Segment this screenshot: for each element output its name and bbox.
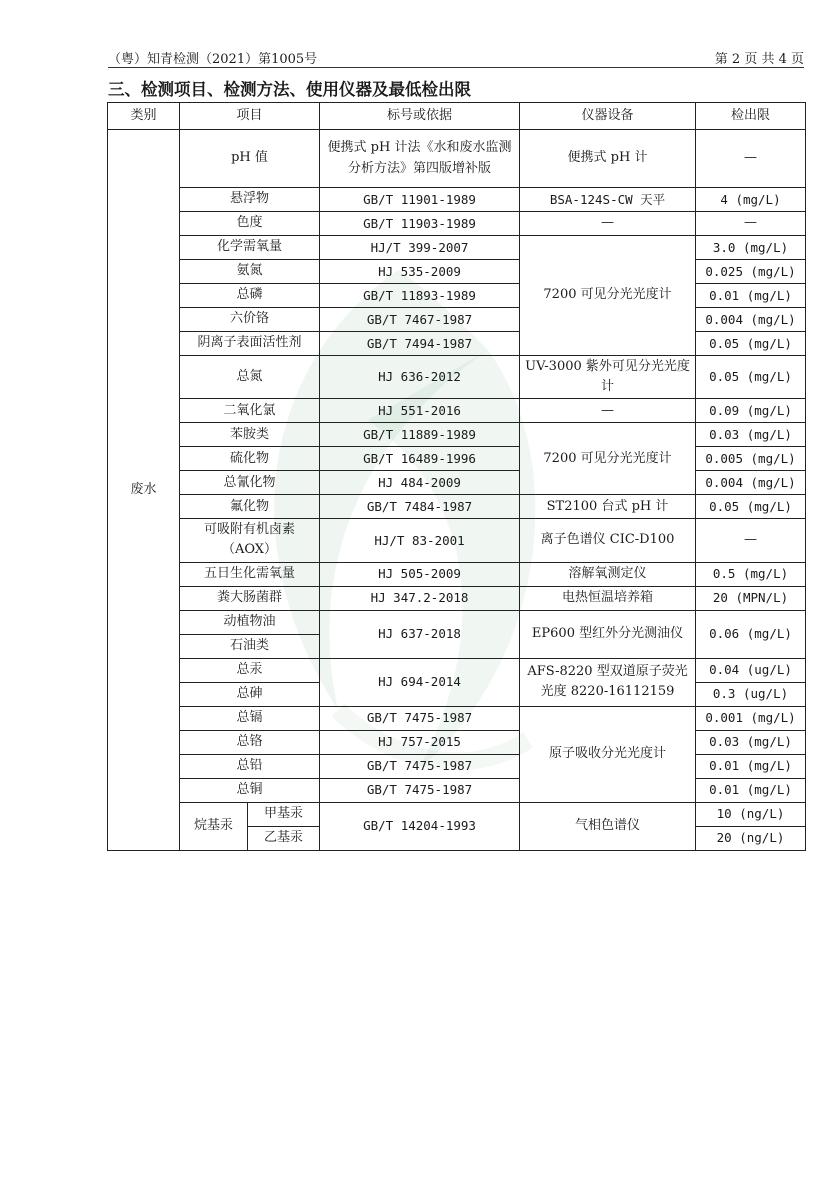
instrument-cell: 溶解氧测定仪 <box>520 562 696 586</box>
item-cell: 总磷 <box>180 284 320 308</box>
table-row <box>108 519 806 562</box>
table-row <box>108 610 806 634</box>
table-row <box>108 260 806 284</box>
table-row <box>108 188 806 212</box>
category-cell: 废水 <box>108 130 180 851</box>
instrument-cell: 离子色谱仪 CIC-D100 <box>520 519 696 562</box>
item-cell: 氟化物 <box>180 495 320 519</box>
method-cell: GB/T 7475-1987 <box>320 778 520 802</box>
limit-cell: 0.06 (mg/L) <box>696 610 806 658</box>
item-cell: 二氧化氯 <box>180 399 320 423</box>
method-cell: GB/T 7484-1987 <box>320 495 520 519</box>
method-cell: HJ 484-2009 <box>320 471 520 495</box>
table-row <box>108 586 806 610</box>
table-row <box>108 332 806 356</box>
page-header <box>108 46 804 68</box>
instrument-cell: 气相色谱仪 <box>520 802 696 850</box>
method-cell: GB/T 16489-1996 <box>320 447 520 471</box>
method-cell: HJ 551-2016 <box>320 399 520 423</box>
method-cell: GB/T 14204-1993 <box>320 802 520 850</box>
item-cell: 悬浮物 <box>180 188 320 212</box>
item-cell: 总汞 <box>180 658 320 682</box>
method-cell: HJ 636-2012 <box>320 356 520 399</box>
instrument-cell: 7200 可见分光光度计 <box>520 423 696 495</box>
item-cell: 粪大肠菌群 <box>180 586 320 610</box>
detection-items-table <box>107 102 806 851</box>
report-number: （粤）知青检测（2021）第1005号 <box>108 52 318 67</box>
method-cell: HJ 757-2015 <box>320 730 520 754</box>
item-cell: 五日生化需氧量 <box>180 562 320 586</box>
table-row <box>108 730 806 754</box>
sub-item-cell: 甲基汞 <box>248 802 320 826</box>
instrument-cell: — <box>520 399 696 423</box>
item-cell: 氨氮 <box>180 260 320 284</box>
method-cell: GB/T 7467-1987 <box>320 308 520 332</box>
table-row <box>108 423 806 447</box>
instrument-cell: — <box>520 212 696 236</box>
table-row <box>108 495 806 519</box>
table-row <box>108 562 806 586</box>
table-row <box>108 212 806 236</box>
item-cell: 可吸附有机卤素（AOX） <box>180 519 320 562</box>
item-cell: 六价铬 <box>180 308 320 332</box>
item-cell: 总铜 <box>180 778 320 802</box>
table-row <box>108 754 806 778</box>
table-row <box>108 802 806 826</box>
limit-cell: 0.05 (mg/L) <box>696 356 806 399</box>
instrument-cell: BSA-124S-CW 天平 <box>520 188 696 212</box>
limit-cell: 0.01 (mg/L) <box>696 284 806 308</box>
limit-cell: 20 (MPN/L) <box>696 586 806 610</box>
limit-cell: 0.03 (mg/L) <box>696 423 806 447</box>
item-cell: 色度 <box>180 212 320 236</box>
method-cell: HJ/T 399-2007 <box>320 236 520 260</box>
item-cell: 石油类 <box>180 634 320 658</box>
limit-cell: 0.01 (mg/L) <box>696 778 806 802</box>
table-row <box>108 778 806 802</box>
limit-cell: 3.0 (mg/L) <box>696 236 806 260</box>
header-divider <box>108 67 804 68</box>
limit-cell: — <box>696 519 806 562</box>
limit-cell: 0.004 (mg/L) <box>696 471 806 495</box>
limit-cell: 20 (ng/L) <box>696 826 806 850</box>
item-cell: 硫化物 <box>180 447 320 471</box>
limit-cell: 0.04 (ug/L) <box>696 658 806 682</box>
method-cell: GB/T 11889-1989 <box>320 423 520 447</box>
item-cell: 动植物油 <box>180 610 320 634</box>
limit-cell: 4 (mg/L) <box>696 188 806 212</box>
table-row <box>108 308 806 332</box>
item-cell: 总砷 <box>180 682 320 706</box>
item-cell: 苯胺类 <box>180 423 320 447</box>
table-row <box>108 130 806 188</box>
method-cell: GB/T 7494-1987 <box>320 332 520 356</box>
limit-cell: 0.05 (mg/L) <box>696 332 806 356</box>
item-group-cell: 烷基汞 <box>180 802 248 850</box>
instrument-cell: 电热恒温培养箱 <box>520 586 696 610</box>
instrument-cell: EP600 型红外分光测油仪 <box>520 610 696 658</box>
page-number: 第 2 页 共 4 页 <box>714 52 804 67</box>
limit-cell: 0.01 (mg/L) <box>696 754 806 778</box>
limit-cell: 0.03 (mg/L) <box>696 730 806 754</box>
item-cell: 总铬 <box>180 730 320 754</box>
table-row <box>108 236 806 260</box>
limit-cell: 10 (ng/L) <box>696 802 806 826</box>
item-cell: 总氮 <box>180 356 320 399</box>
col-header-limit: 检出限 <box>696 103 806 130</box>
col-header-instrument: 仪器设备 <box>520 103 696 130</box>
table-row <box>108 284 806 308</box>
instrument-cell: AFS-8220 型双道原子荧光光度 8220-16112159 <box>520 658 696 706</box>
limit-cell: 0.09 (mg/L) <box>696 399 806 423</box>
instrument-cell: ST2100 台式 pH 计 <box>520 495 696 519</box>
limit-cell: — <box>696 130 806 188</box>
item-cell: 阴离子表面活性剂 <box>180 332 320 356</box>
method-cell: HJ 535-2009 <box>320 260 520 284</box>
item-cell: pH 值 <box>180 130 320 188</box>
table-header-row <box>108 103 806 130</box>
item-cell: 化学需氧量 <box>180 236 320 260</box>
limit-cell: 0.005 (mg/L) <box>696 447 806 471</box>
method-cell: GB/T 7475-1987 <box>320 754 520 778</box>
table-row <box>108 471 806 495</box>
method-cell: HJ 694-2014 <box>320 658 520 706</box>
limit-cell: 0.05 (mg/L) <box>696 495 806 519</box>
table-row <box>108 447 806 471</box>
limit-cell: 0.3 (ug/L) <box>696 682 806 706</box>
method-cell: HJ/T 83-2001 <box>320 519 520 562</box>
limit-cell: 0.025 (mg/L) <box>696 260 806 284</box>
instrument-cell: UV-3000 紫外可见分光光度计 <box>520 356 696 399</box>
item-cell: 总氰化物 <box>180 471 320 495</box>
item-cell: 总镉 <box>180 706 320 730</box>
limit-cell: 0.004 (mg/L) <box>696 308 806 332</box>
table-row <box>108 399 806 423</box>
method-cell: 便携式 pH 计法《水和废水监测分析方法》第四版增补版 <box>320 130 520 188</box>
limit-cell: 0.5 (mg/L) <box>696 562 806 586</box>
col-header-method: 标号或依据 <box>320 103 520 130</box>
method-cell: GB/T 11901-1989 <box>320 188 520 212</box>
item-cell: 总铅 <box>180 754 320 778</box>
method-cell: GB/T 11893-1989 <box>320 284 520 308</box>
table-row <box>108 706 806 730</box>
method-cell: GB/T 7475-1987 <box>320 706 520 730</box>
col-header-item: 项目 <box>180 103 320 130</box>
instrument-cell: 原子吸收分光光度计 <box>520 706 696 802</box>
col-header-category: 类别 <box>108 103 180 130</box>
table-row <box>108 658 806 682</box>
instrument-cell: 便携式 pH 计 <box>520 130 696 188</box>
limit-cell: — <box>696 212 806 236</box>
method-cell: HJ 505-2009 <box>320 562 520 586</box>
method-cell: GB/T 11903-1989 <box>320 212 520 236</box>
section-title: 三、检测项目、检测方法、使用仪器及最低检出限 <box>108 80 471 99</box>
table-row <box>108 356 806 399</box>
instrument-cell: 7200 可见分光光度计 <box>520 236 696 356</box>
method-cell: HJ 347.2-2018 <box>320 586 520 610</box>
limit-cell: 0.001 (mg/L) <box>696 706 806 730</box>
method-cell: HJ 637-2018 <box>320 610 520 658</box>
sub-item-cell: 乙基汞 <box>248 826 320 850</box>
